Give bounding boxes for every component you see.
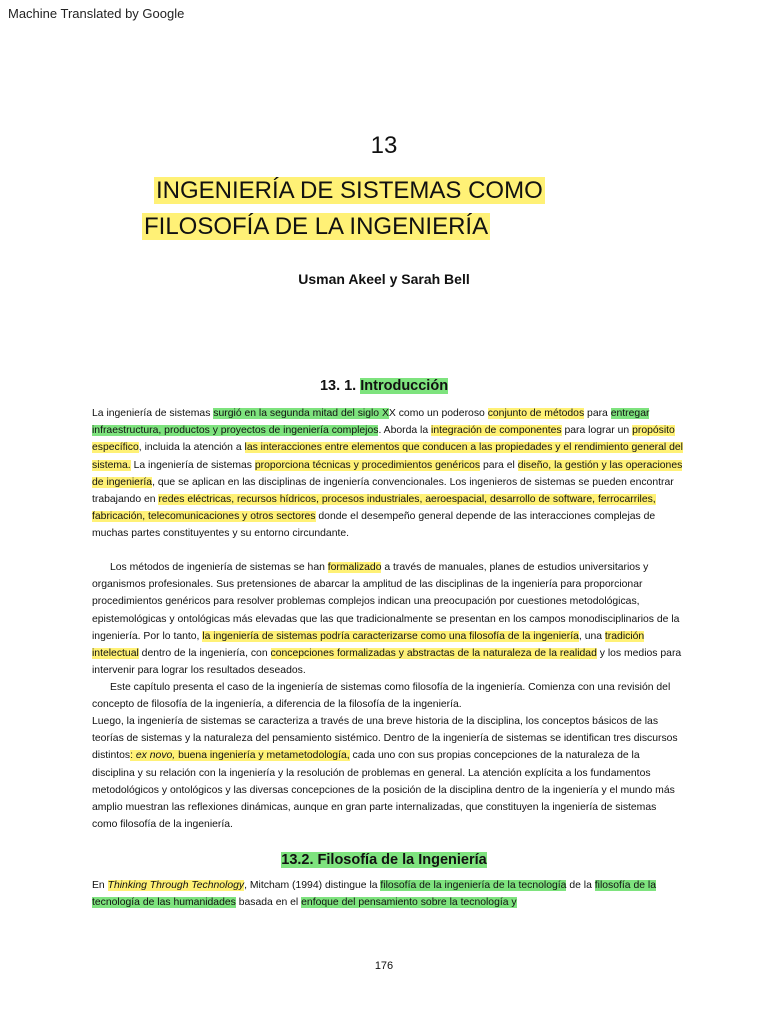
italic-text: ex novo, <box>135 750 176 762</box>
text-run: , Mitcham (1994) distingue la <box>244 880 381 891</box>
highlight-yellow <box>130 750 350 761</box>
chapter-authors: Usman Akeel y Sarah Bell <box>298 271 470 287</box>
text-run: X como un poderoso <box>388 408 488 419</box>
page-number: 176 <box>374 960 394 972</box>
text-run: , una <box>578 630 605 642</box>
text-run: para el <box>480 459 518 471</box>
paragraph-5 <box>92 877 684 911</box>
highlight-yellow-italic: Thinking Through Technology <box>107 880 245 891</box>
text-run: Luego, la ingeniería de sistemas se caracteriza a través de una breve historia de la disciplina, los conceptos básicos de las teorías de sistemas y la naturaleza del pensamiento sistémico. Dentro de la ingeniería de sistemas se identifican tres discursos distintos <box>92 716 678 762</box>
text-run: a través de manuales, planes de estudios universitarios y organismos profesionales. Sus pretensiones de abarcar la amplitud de las disciplinas de la ingeniería para proporcionar procedimientos genéricos para resolver problemas complejos indican una preocupación por cuestiones metodológicas, epistemológicas y ontológicas más elevadas que las que tradicionalmente se presentan en los campos monodisciplinarios de la ingeniería. Por lo tanto, <box>92 562 680 642</box>
highlight-yellow: las interacciones entre elementos que conducen a las propiedades y el rendimiento general del sistema. <box>92 442 683 471</box>
highlight-green: filosofía de la tecnología de las humanidades <box>92 880 656 909</box>
paragraph-1 <box>92 405 684 543</box>
section-title: Introducción <box>360 378 449 394</box>
text-run: de la <box>566 880 595 891</box>
text-run: La ingeniería de sistemas <box>92 408 214 419</box>
highlight-yellow: integración de componentes <box>431 425 562 437</box>
text-run: y los medios para intervenir para lograr los resultados deseados. <box>92 648 682 677</box>
text-run: Este capítulo presenta el caso de la ingeniería de sistemas como filosofía de la ingeniería. Comienza con una revisión del concepto de filosofía de la ingeniería, a diferencia de la filosofía de la ingeniería. <box>92 682 671 711</box>
highlight-green: entregar infraestructura, productos y proyectos de ingeniería complejos <box>92 408 650 437</box>
text-run: cada uno con sus propias concepciones de la naturaleza de la disciplina y su relación con la ingeniería y la resolución de problemas en general. La atención explícita a los fundamentos metodológicos y ontológicos y las diversas concepciones de la posición de la disciplina dentro de la ingeniería y el mundo más amplio muestran las reflexiones dinámicas, aunque en gran parte internalizadas, que constituyen la ingeniería de sistemas como filosofía de la ingeniería. <box>92 750 675 831</box>
text-run: buena ingeniería y metametodología, <box>175 750 350 762</box>
text-run: basada en el <box>235 897 302 909</box>
text-run: : <box>130 750 136 762</box>
highlight-green: surgió en la segunda mitad del siglo X <box>213 408 389 419</box>
text-run: . Aborda la <box>378 425 432 437</box>
paragraph-2 <box>92 559 684 679</box>
highlight-yellow: conjunto de métodos <box>487 408 585 419</box>
text-run: , que se aplican en las disciplinas de ingeniería convencionales. Los ingenieros de sistemas se pueden encontrar trabajando en <box>92 476 674 506</box>
highlight-green: filosofía de la ingeniería de la tecnología <box>380 880 567 891</box>
text-run: para lograr un <box>561 425 633 437</box>
text-run: Los métodos de ingeniería de sistemas se han <box>110 562 328 573</box>
paragraph-3 <box>92 679 684 713</box>
text-run: , incluida la atención a <box>138 442 245 454</box>
text-run: donde el desempeño general depende de las interacciones complejas de muchas partes constituyentes y su entorno circundante. <box>92 511 656 540</box>
highlight-yellow: formalizado <box>327 562 382 573</box>
chapter-title-line-1 <box>154 176 545 206</box>
chapter-title-line-1-text: INGENIERÍA DE SISTEMAS COMO <box>156 177 543 204</box>
chapter-title-line-2-text: FILOSOFÍA DE LA INGENIERÍA <box>144 213 489 240</box>
highlight-yellow: concepciones formalizadas y abstractas de la naturaleza de la realidad <box>270 648 597 660</box>
text-run: En <box>92 880 108 891</box>
highlight-yellow: propósito específico <box>92 425 675 454</box>
highlight-yellow: diseño, la gestión y las operaciones de ingeniería <box>92 459 683 488</box>
text-run: La ingeniería de sistemas <box>130 459 255 471</box>
text-run: dentro de la ingeniería, con <box>138 648 271 660</box>
section-number: 13. 1. <box>319 378 357 394</box>
chapter-number: 13 <box>370 132 398 159</box>
section-heading-introduction <box>0 378 768 394</box>
machine-translation-banner: Machine Translated by Google <box>8 6 185 21</box>
highlight-yellow: proporciona técnicas y procedimientos genéricos <box>254 459 481 471</box>
highlight-green: enfoque del pensamiento sobre la tecnología y <box>301 897 517 909</box>
highlight-yellow: tradición intelectual <box>92 630 645 660</box>
section-heading-philosophy <box>0 852 768 868</box>
text-run: para <box>584 408 611 419</box>
paragraph-4 <box>92 713 684 833</box>
section-title: 13.2. Filosofía de la Ingeniería <box>281 852 487 868</box>
highlight-yellow: redes eléctricas, recursos hídricos, procesos industriales, aeroespacial, desarrollo de software, ferrocarriles, fabricación, telecomunicaciones y otros sectores <box>92 494 656 523</box>
chapter-title-line-2 <box>142 212 490 242</box>
highlight-yellow: la ingeniería de sistemas podría caracterizarse como una filosofía de la ingeniería <box>202 630 579 642</box>
